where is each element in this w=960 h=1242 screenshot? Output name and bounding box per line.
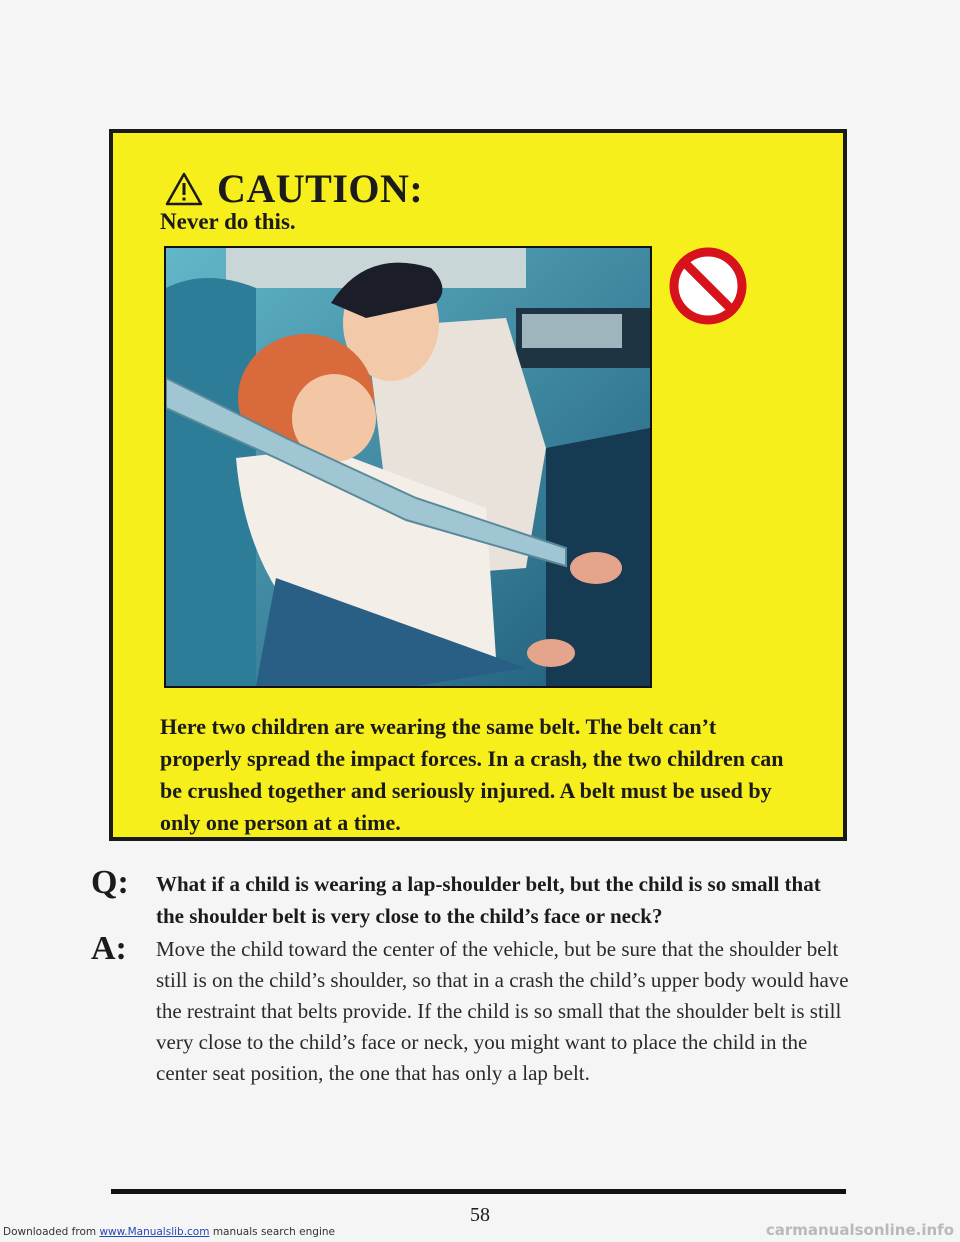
page-number: 58 bbox=[470, 1204, 490, 1226]
question-block bbox=[91, 864, 851, 932]
footer-suffix: manuals search engine bbox=[212, 1226, 335, 1238]
watermark: carmanualsonline.info bbox=[765, 1221, 954, 1239]
children-sharing-belt-illustration bbox=[164, 246, 652, 688]
answer-label: A: bbox=[91, 930, 127, 967]
warning-triangle-icon bbox=[165, 172, 203, 206]
answer-text: Move the child toward the center of the vehicle, but be sure that the shoulder belt still is on the child’s shoulder, so that in a crash the child’s upper body would have the restraint that belts provide. If the child is so small that the shoulder belt is still very close to the child’s face or neck, you might want to place the child in the center seat position, the one that has only a lap belt. bbox=[156, 937, 849, 1085]
caution-box bbox=[109, 129, 847, 841]
download-source-footer bbox=[3, 1226, 335, 1238]
caution-warning-text: Here two children are wearing the same belt. The belt can’t properly spread the impact forces. In a crash, the two children can be crushed together and seriously injured. A belt must be used by only one person at a time. bbox=[160, 714, 784, 835]
caution-subtitle: Never do this. bbox=[160, 209, 296, 234]
footer-prefix: Downloaded from bbox=[3, 1226, 97, 1238]
manualslib-link[interactable]: www.Manualslib.com bbox=[99, 1226, 210, 1238]
question-text: What if a child is wearing a lap-shoulder belt, but the child is so small that the shoulder belt is very close to the child’s face or neck? bbox=[156, 872, 821, 928]
caution-title: CAUTION: bbox=[217, 166, 424, 211]
prohibited-icon bbox=[668, 246, 748, 326]
caution-heading bbox=[165, 165, 423, 212]
answer-block bbox=[91, 930, 851, 1089]
question-label: Q: bbox=[91, 864, 129, 901]
footer-divider bbox=[111, 1189, 846, 1194]
